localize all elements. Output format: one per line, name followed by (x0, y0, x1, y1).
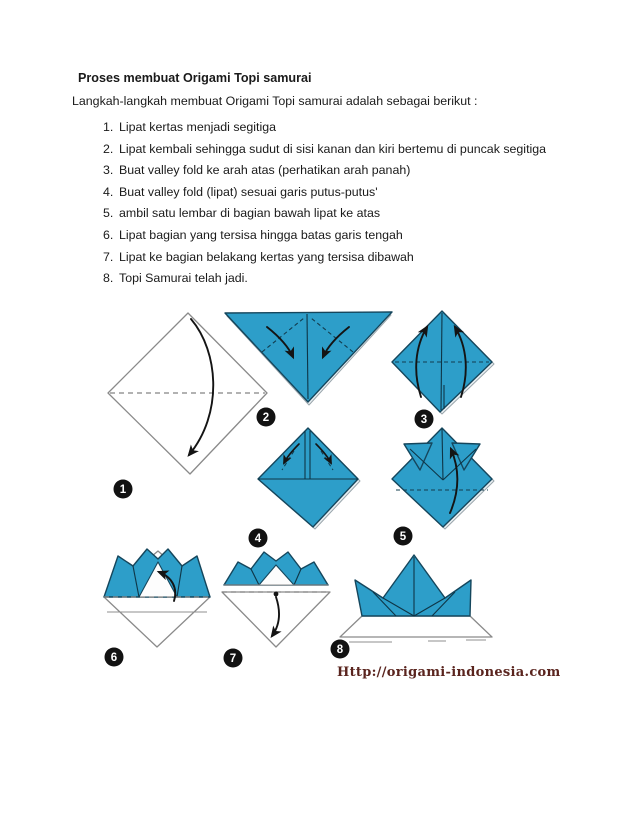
list-item-text: Lipat kertas menjadi segitiga (119, 120, 277, 134)
white-triangle-paper (222, 592, 330, 647)
step-1-badge (114, 480, 133, 499)
step-3-panel (392, 311, 494, 414)
badge-number: 4 (254, 533, 262, 545)
badge-number: 1 (119, 484, 127, 496)
white-base-band (340, 616, 492, 637)
step-2-badge (257, 408, 276, 427)
list-item-number: 6. (103, 227, 114, 242)
fold-origin-dot (274, 592, 279, 597)
list-item-number: 8. (103, 271, 114, 286)
list-item-text: Topi Samurai telah jadi. (119, 271, 248, 286)
blue-diamond-paper (258, 428, 358, 527)
step-6-badge (105, 648, 124, 667)
list-item-number: 7. (103, 249, 114, 264)
step-7-badge (224, 649, 243, 668)
list-item-text: Buat valley fold (lipat) sesuai garis putus-putus' (119, 184, 378, 199)
list-item-number: 5. (103, 206, 114, 221)
list-item-text: Lipat ke bagian belakang kertas yang tersisa dibawah (119, 249, 414, 264)
list-item-number: 1. (103, 120, 114, 134)
badge-number: 7 (229, 653, 237, 665)
step-8-badge (331, 640, 350, 659)
list-item-number: 3. (103, 163, 114, 178)
badge-number: 5 (399, 531, 407, 543)
step-5-panel (392, 428, 494, 529)
step-8-panel (340, 555, 492, 642)
badge-number: 8 (336, 644, 344, 656)
step-7-panel (222, 552, 330, 647)
badge-number: 2 (262, 412, 270, 424)
page-title: Proses membuat Origami Topi samurai (78, 71, 312, 85)
list-item-number: 4. (103, 184, 114, 199)
step-6-panel (104, 549, 210, 647)
intro-text: Langkah-langkah membuat Origami Topi samurai adalah sebagai berikut : (72, 94, 478, 108)
step-3-badge (415, 410, 434, 429)
list-item-number: 2. (103, 141, 114, 156)
badge-number: 6 (110, 652, 118, 664)
list-item-text: Lipat bagian yang tersisa hingga batas garis tengah (119, 227, 403, 242)
watermark-url: Http://origami-indonesia.com (337, 665, 561, 680)
list-item-text: Buat valley fold ke arah atas (perhatikan arah panah) (119, 163, 411, 178)
badge-number: 3 (420, 414, 428, 426)
step-1-panel (108, 313, 270, 474)
step-4-badge (249, 529, 268, 548)
step-4-panel (258, 428, 360, 529)
step-5-badge (394, 527, 413, 546)
list-item-text: Lipat kembali sehingga sudut di sisi kanan dan kiri bertemu di puncak segitiga (119, 141, 547, 156)
list-item-text: ambil satu lembar di bagian bawah lipat ke atas (119, 206, 381, 221)
blue-samurai-hat (355, 555, 471, 616)
